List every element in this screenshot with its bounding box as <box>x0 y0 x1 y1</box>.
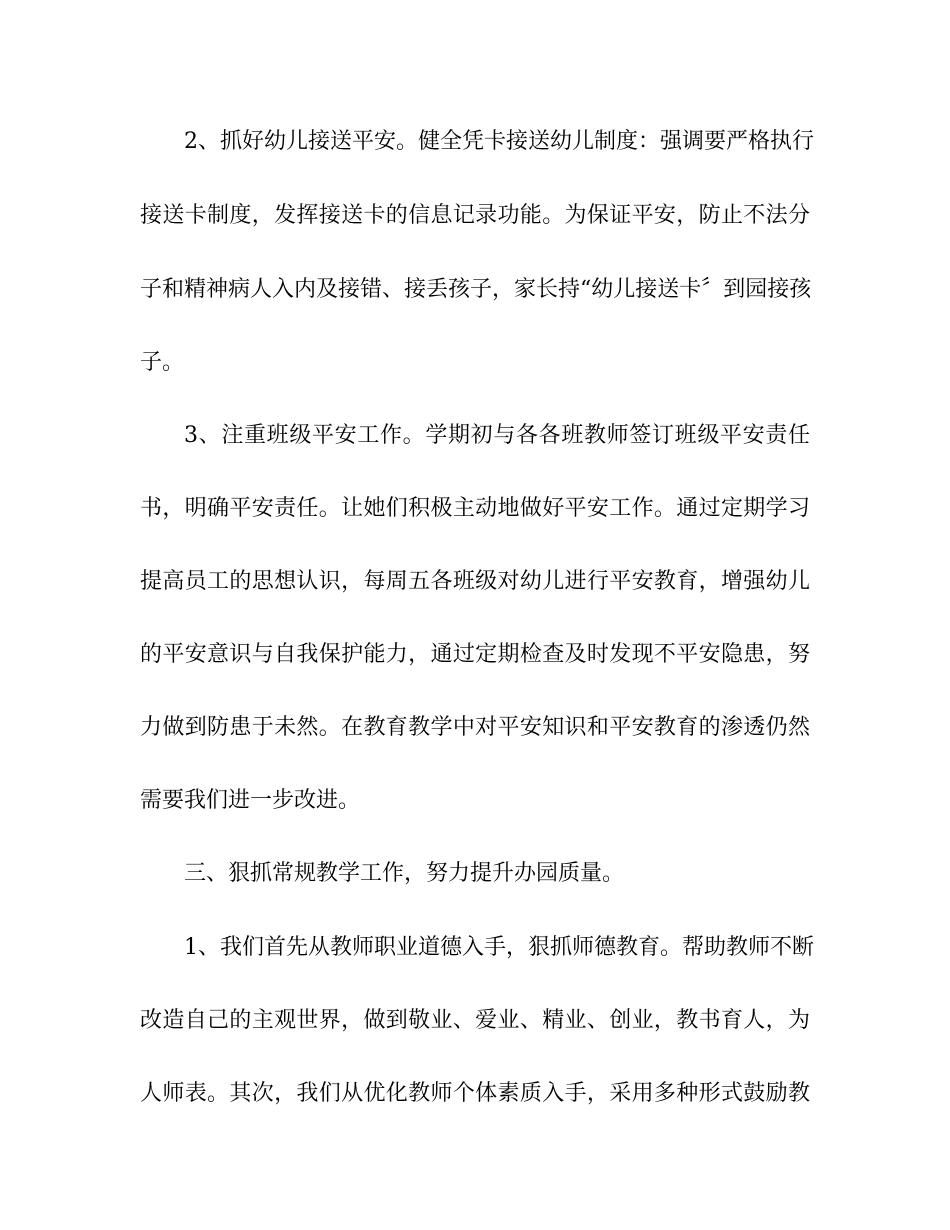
paragraph-3-line-2: 书，明确平安责任。让她们积极主动地做好平安工作。通过定期学习 <box>140 496 810 521</box>
paragraph-2-line-1: 2、抓好幼儿接送平安。健全凭卡接送幼儿制度：强调要严格执行 <box>184 129 814 154</box>
paragraph-3-line-6: 需要我们进一步改进。 <box>140 788 361 813</box>
paragraph-3-line-3: 提高员工的思想认识，每周五各班级对幼儿进行平安教育，增强幼儿 <box>140 569 810 594</box>
paragraph-2-line-4: 子。 <box>140 350 185 375</box>
section-3-heading: 三、狠抓常规教学工作，努力提升办园质量。 <box>184 861 625 886</box>
paragraph-3-line-5: 力做到防患于未然。在教育教学中对平安知识和平安教育的渗透仍然 <box>140 715 810 740</box>
paragraph-3-line-1: 3、注重班级平安工作。学期初与各各班教师签订班级平安责任 <box>184 423 810 448</box>
paragraph-2-line-3: 子和精神病人入内及接错、接丢孩子，家长持“幼儿接送卡〞到园接孩 <box>140 277 812 302</box>
paragraph-3-line-4: 的平安意识与自我保护能力，通过定期检查及时发现不平安隐患，努 <box>140 642 810 667</box>
paragraph-4-line-3: 人师表。其次，我们从优化教师个体素质入手，采用多种形式鼓励教 <box>140 1081 810 1106</box>
paragraph-4-line-2: 改造自己的主观世界，做到敬业、爱业、精业、创业，教书育人，为 <box>140 1008 810 1033</box>
paragraph-4-line-1: 1、我们首先从教师职业道德入手，狠抓师德教育。帮助教师不断 <box>184 935 814 960</box>
paragraph-2-line-2: 接送卡制度，发挥接送卡的信息记录功能。为保证平安，防止不法分 <box>140 203 810 228</box>
